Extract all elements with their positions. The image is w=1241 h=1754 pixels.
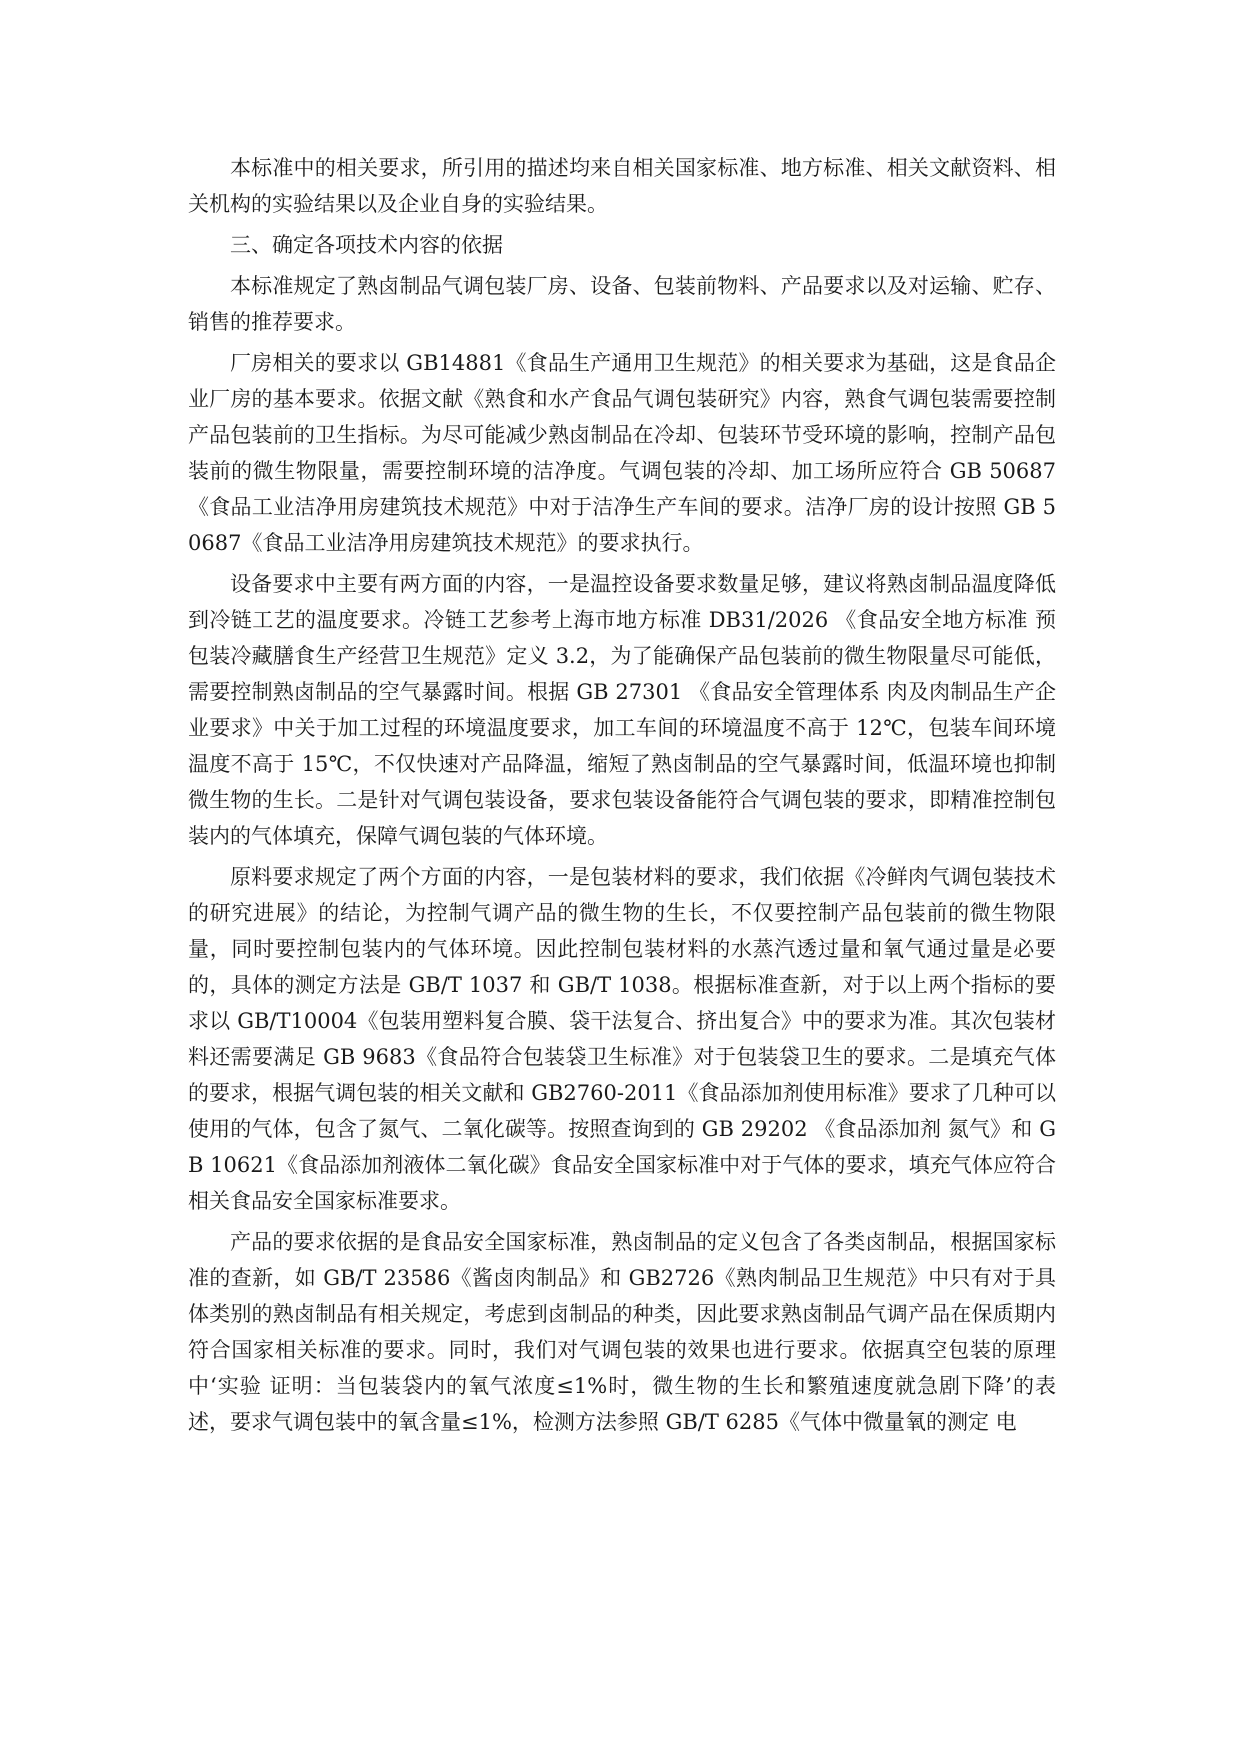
section-heading: 三、确定各项技术内容的依据 [230,233,503,257]
paragraph-materials: 原料要求规定了两个方面的内容，一是包装材料的要求，我们依据《冷鲜肉气调包装技术的研究进展》的结论，为控制气调产品的微生物的生长，不仅要控制产品包装前的微生物限量，同时要控制包装内的气体环境。因此控制包装材料的水蒸汽透过量和氧气通过量是必要的，具体的测定方法是 GB/T 1037 和 GB/T 1038。根据标准查新，对于以上两个指标的要求以 GB/T10004《包装用塑料复合膜、袋干法复合、挤出复合》中的要求为准。其次包装材料还需要满足 GB 9683《食品符合包装袋卫生标准》对于包装袋卫生的要求。二是填充气体的要求，根据气调包装的相关文献和 GB2760-2011《食品添加剂使用标准》要求了几种可以使用的气体，包含了氮气、二氧化碳等。按照查询到的 GB 29202 《食品添加剂 氮气》和 GB 10621《食品添加剂液体二氧化碳》食品安全国家标准中对于气体的要求，填充气体应符合相关食品安全国家标准要求。 [188,865,1056,1213]
document-body [188,150,1056,1445]
paragraph-equipment: 设备要求中主要有两方面的内容，一是温控设备要求数量足够，建议将熟卤制品温度降低到冷链工艺的温度要求。冷链工艺参考上海市地方标准 DB31/2026 《食品安全地方标准 预包装冷藏膳食生产经营卫生规范》定义 3.2，为了能确保产品包装前的微生物限量尽可能低，需要控制熟卤制品的空气暴露时间。根据 GB 27301 《食品安全管理体系 肉及肉制品生产企业要求》中关于加工过程的环境温度要求，加工车间的环境温度不高于 12℃，包装车间环境温度不高于 15℃，不仅快速对产品降温，缩短了熟卤制品的空气暴露时间，低温环境也抑制微生物的生长。二是针对气调包装设备，要求包装设备能符合气调包装的要求，即精准控制包装内的气体填充，保障气调包装的气体环境。 [188,572,1056,848]
paragraph-scope: 本标准中的相关要求，所引用的描述均来自相关国家标准、地方标准、相关文献资料、相关机构的实验结果以及企业自身的实验结果。 [188,156,1056,216]
paragraph-product: 产品的要求依据的是食品安全国家标准，熟卤制品的定义包含了各类卤制品，根据国家标准的查新，如 GB/T 23586《酱卤肉制品》和 GB2726《熟肉制品卫生规范》中只有对于具体类别的熟卤制品有相关规定，考虑到卤制品的种类，因此要求熟卤制品气调产品在保质期内符合国家相关标准的要求。同时，我们对气调包装的效果也进行要求。依据真空包装的原理中‘实验 证明：当包装袋内的氧气浓度≤1%时，微生物的生长和繁殖速度就急剧下降’的表述，要求气调包装中的氧含量≤1%，检测方法参照 GB/T 6285《气体中微量氧的测定 电 [188,1230,1056,1434]
paragraph-facility: 厂房相关的要求以 GB14881《食品生产通用卫生规范》的相关要求为基础，这是食品企业厂房的基本要求。依据文献《熟食和水产食品气调包装研究》内容，熟食气调包装需要控制产品包装前的卫生指标。为尽可能减少熟卤制品在冷却、包装环节受环境的影响，控制产品包装前的微生物限量，需要控制环境的洁净度。气调包装的冷却、加工场所应符合 GB 50687《食品工业洁净用房建筑技术规范》中对于洁净生产车间的要求。洁净厂房的设计按照 GB 50687《食品工业洁净用房建筑技术规范》的要求执行。 [188,351,1056,555]
paragraph-overview: 本标准规定了熟卤制品气调包装厂房、设备、包装前物料、产品要求以及对运输、贮存、销售的推荐要求。 [188,274,1056,334]
